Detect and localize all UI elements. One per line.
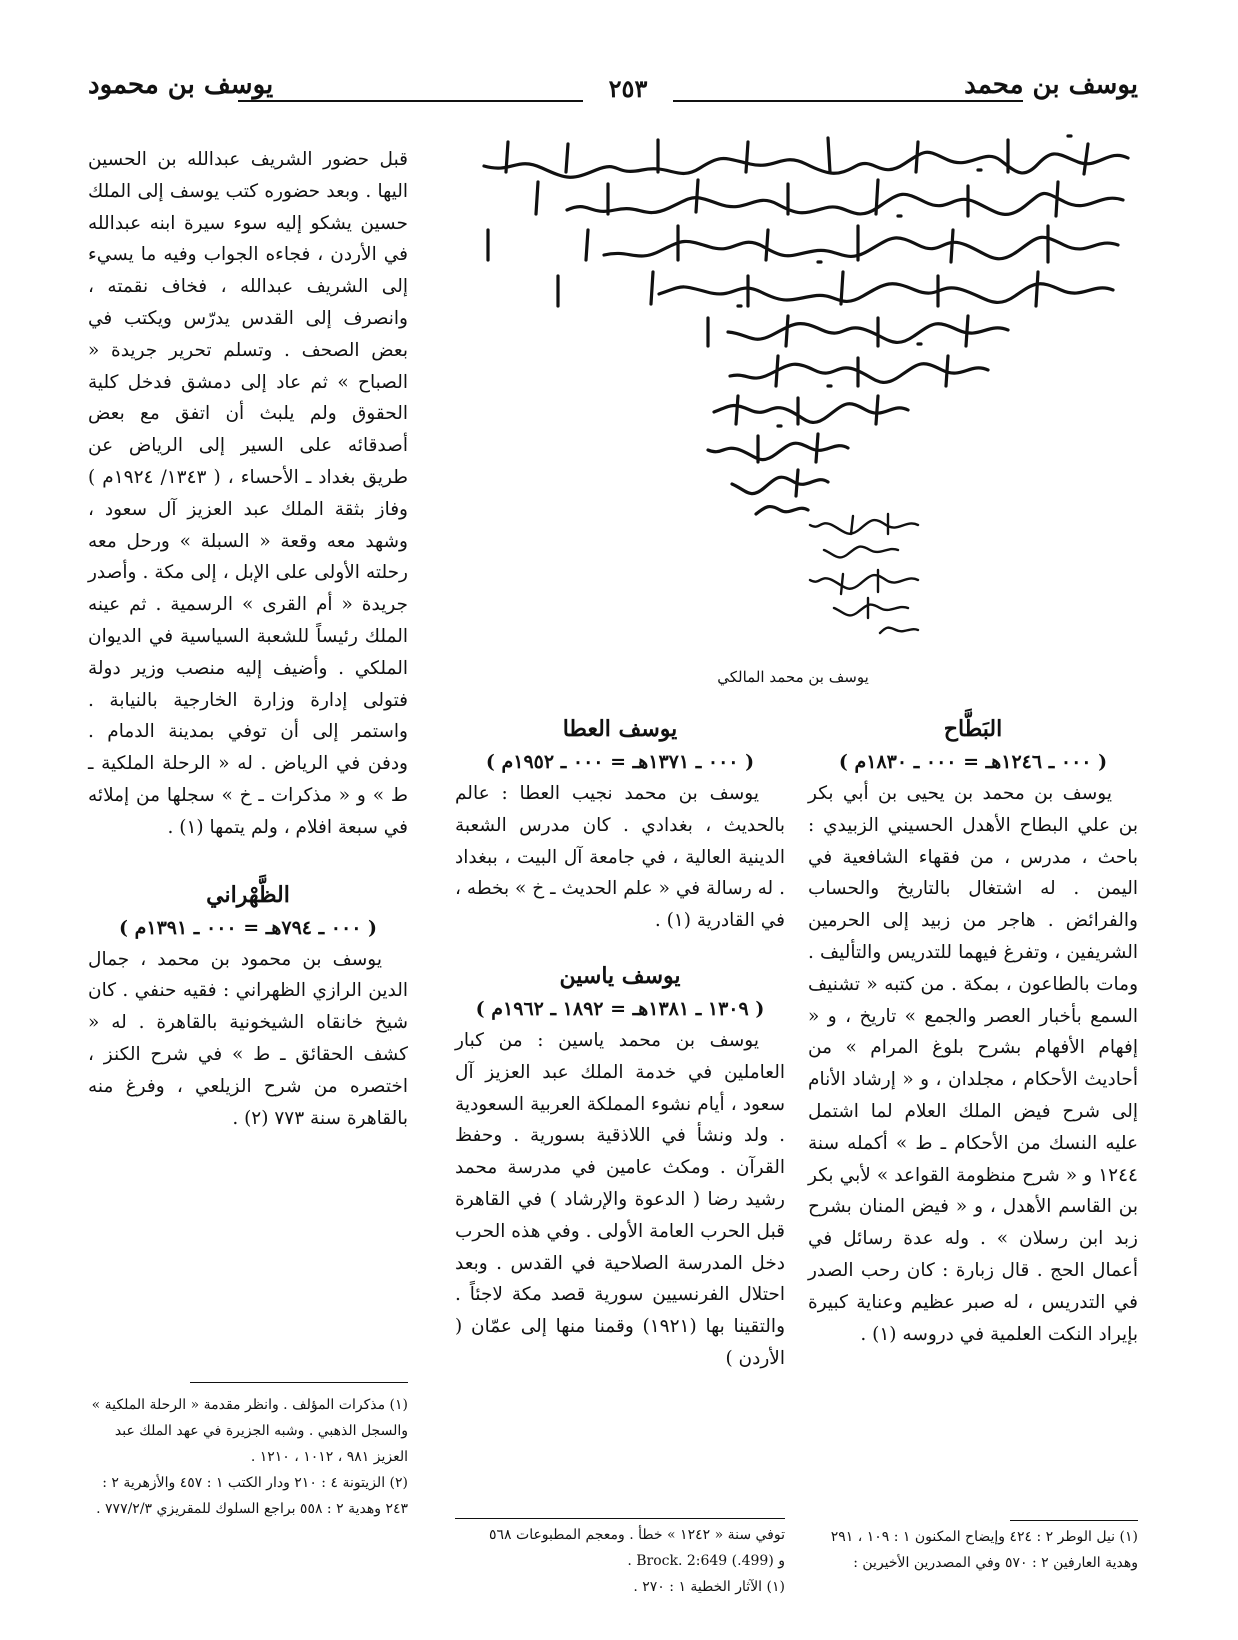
header-left-title: يوسف بن محمود bbox=[88, 70, 274, 100]
left-column bbox=[88, 144, 408, 1134]
entry-dates-yasin: ( ١٣٠٩ ـ ١٣٨١هـ = ١٨٩٢ ـ ١٩٦٢م ) bbox=[475, 997, 765, 1020]
footnote: و (499.) Brock. 2:649 . bbox=[627, 1553, 785, 1569]
header-rule-left bbox=[238, 100, 583, 102]
header-right-title: يوسف بن محمد bbox=[964, 70, 1138, 100]
entry-title-battah: البَطَّاح bbox=[943, 716, 1003, 742]
footnotes-left bbox=[88, 1392, 408, 1522]
footnote: (٢) الزيتونة ٤ : ٢١٠ ودار الكتب ١ : ٤٥٧ والأزهرية ٢ : ٢٤٣ وهدية ٢ : ٥٥٨ براجع السلوك للمقريزي ٧٧٧/٢/٣ . bbox=[96, 1475, 408, 1517]
entry-dates-atta: ( ٠٠٠ ـ ١٣٧١هـ = ٠٠٠ ـ ١٩٥٢م ) bbox=[485, 751, 755, 773]
middle-column bbox=[455, 712, 785, 1375]
footnote-rule-right bbox=[1010, 1520, 1138, 1521]
footnotes-right bbox=[808, 1524, 1138, 1576]
footnote: (١) الآثار الخطية ١ : ٢٧٠ . bbox=[633, 1579, 785, 1595]
entry-dates-battah: ( ٠٠٠ ـ ١٢٤٦هـ = ٠٠٠ ـ ١٨٣٠م ) bbox=[838, 751, 1108, 773]
right-column bbox=[808, 712, 1138, 1350]
page-number: ٢٥٣ bbox=[608, 74, 648, 103]
handwriting-svg bbox=[448, 130, 1138, 650]
entry-title-atta: يوسف العطا bbox=[562, 716, 678, 742]
entry-text-zahrani: يوسف بن محمود بن محمد ، جمال الدين الرازي الظهراني : فقيه حنفي . كان شيخ خانقاه الشيخونية بالقاهرة . له « كشف الحقائق ـ ط » في شرح الكنز ، اختصره من شرح الزيلعي ، وفرغ منه بالقاهرة سنة ٧٧٣ (٢) . bbox=[88, 948, 408, 1129]
entry-text-yasin: يوسف بن محمد ياسين : من كبار العاملين في خدمة الملك عبد العزيز آل سعود ، أيام نشوء المملكة العربية السعودية . ولد ونشأ في اللاذقية بسورية . وحفظ القرآن . ومكث عامين في مدرسة محمد رشيد رضا ( الدعوة والإرشاد ) في القاهرة قبل الحرب العامة الأولى . وفي هذه الحرب دخل المدرسة الصلاحية في القدس . وبعد احتلال الفرنسيين سورية قصد مكة لاجئاً . والتقينا بها (١٩٢١) وقمنا منها إلى عمّان ( الأردن ) bbox=[455, 1029, 786, 1369]
manuscript-caption: يوسف بن محمد المالكي bbox=[717, 668, 869, 686]
manuscript-handwriting-image bbox=[448, 130, 1138, 650]
continued-text-left: قبل حضور الشريف عبدالله بن الحسين اليها . وبعد حضوره كتب يوسف إلى الملك حسين يشكو إليه سوء سيرة ابنه عبدالله في الأردن ، فجاءه الجواب وفيه ما يسيء إلى الشريف عبدالله ، فخاف نقمته ، وانصرف إلى القدس يدرّس ويكتب في بعض الصحف . وتسلم تحرير جريدة « الصباح » ثم عاد إلى دمشق فدخل كلية الحقوق ولم يلبث أن اتفق مع بعض أصدقائه على السير إلى الرياض عن طريق بغداد ـ الأحساء ، ( ١٣٤٣/ ١٩٢٤م ) وفاز بثقة الملك عبد العزيز آل سعود ، وشهد معه وقعة « السبلة » ورحل معه رحلته الأولى على الإبل ، إلى مكة . وأصدر جريدة « أم القرى » الرسمية . ثم عينه الملك رئيساً للشعبة السياسية في الديوان الملكي . وأضيف إليه منصب وزير دولة فتولى إدارة وزارة الخارجية بالنيابة . واستمر إلى أن توفي بمدينة الدمام . ودفن في الرياض . له « الرحلة الملكية ـ ط » و « مذكرات ـ خ » سجلها من إملائه في سبعة افلام ، ولم يتمها (١) . bbox=[88, 149, 408, 838]
footnote: (١) نيل الوطر ٢ : ٤٢٤ وإيضاح المكنون ١ : ١٠٩ ، ٢٩١ وهدية العارفين ٢ : ٥٧٠ وفي المصدرين الأخيرين : bbox=[830, 1529, 1138, 1571]
footnote-rule-left bbox=[190, 1382, 408, 1383]
footnote-rule-middle bbox=[455, 1518, 785, 1519]
entry-title-yasin: يوسف ياسين bbox=[559, 962, 681, 989]
footnote: (١) مذكرات المؤلف . وانظر مقدمة « الرحلة الملكية » والسجل الذهبي . وشبه الجزيرة في عهد الملك عبد العزيز ٩٨١ ، ١٠١٢ ، ١٢١٠ . bbox=[91, 1397, 408, 1465]
running-header bbox=[88, 70, 1138, 122]
footnotes-middle bbox=[455, 1522, 785, 1600]
footnote: توفي سنة « ١٢٤٢ » خطأ . ومعجم المطبوعات ٥٦٨ bbox=[489, 1527, 785, 1543]
header-rule-right bbox=[673, 100, 1023, 102]
entry-dates-zahrani: ( ٠٠٠ ـ ٧٩٤هـ = ٠٠٠ ـ ١٣٩١م ) bbox=[118, 916, 378, 939]
entry-text-atta: يوسف بن محمد نجيب العطا : عالم بالحديث ، بغدادي . كان مدرس الشعبة الدينية العالية ، في جامعة آل البيت ، ببغداد . له رسالة في « علم الحديث ـ خ » بخطه ، في القادرية (١) . bbox=[455, 783, 785, 932]
entry-text-battah: يوسف بن محمد بن يحيى بن أبي بكر بن علي البطاح الأهدل الحسيني الزبيدي : باحث ، مدرس ، من فقهاء الشافعية في اليمن . له اشتغال بالتاريخ والحساب والفرائض . هاجر من زبيد إلى الحرمين الشريفين ، وتفرغ فيهما للتدريس والتأليف . ومات بالطاعون ، بمكة . من كتبه « تشنيف السمع بأخبار العصر والجمع » تاريخ ، و « إفهام الأفهام بشرح بلوغ المرام » من أحاديث الأحكام ، مجلدان ، و « إرشاد الأنام إلى شرح فيض الملك العلام لما اشتمل عليه النسك من الأحكام ـ ط » أكمله سنة ١٢٤٤ و « شرح منظومة القواعد » لأبي بكر بن القاسم الأهدل ، و « فيض المنان بشرح زبد ابن رسلان » . وله عدة رسائل في أعمال الحج . قال زبارة : كان رحب الصدر في التدريس ، له صبر عظيم وعناية كبيرة بإيراد النكت العلمية في دروسه (١) . bbox=[808, 783, 1138, 1345]
entry-title-zahrani: الظَّهْراني bbox=[206, 881, 290, 908]
